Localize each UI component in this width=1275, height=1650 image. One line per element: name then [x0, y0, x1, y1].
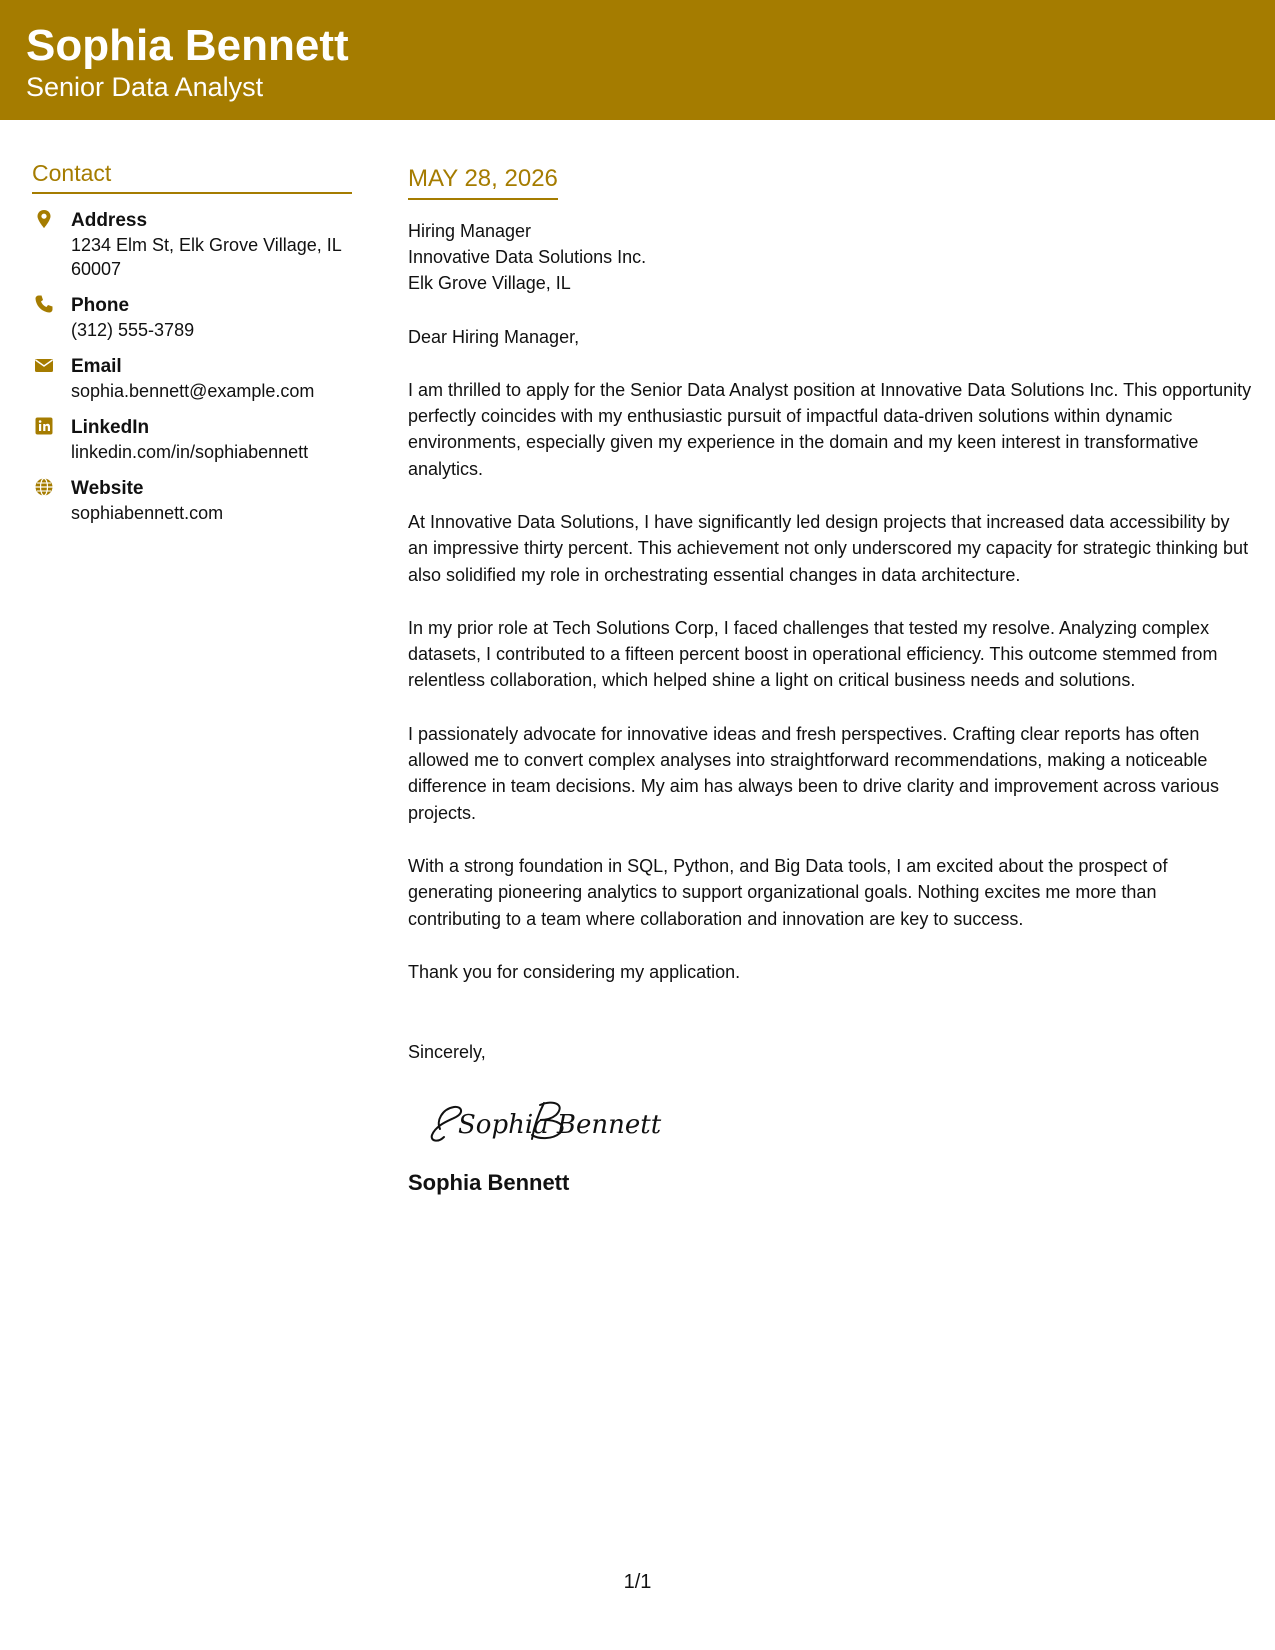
contact-label-linkedin: LinkedIn: [71, 416, 150, 438]
contact-value-website: sophiabennett.com: [71, 502, 224, 523]
contact-value-linkedin: linkedin.com/in/sophiabennett: [71, 441, 309, 462]
contact-value-address: 1234 Elm St, Elk Grove Village, IL 60007: [71, 234, 342, 279]
envelope-icon: [34, 355, 54, 375]
applicant-name: Sophia Bennett: [26, 21, 349, 70]
body-paragraph: With a strong foundation in SQL, Python, and Big Data tools, I am excited about the prospect of generating pioneering analytics to support organizational goals. Nothing excites me more than contributing to a team where collaboration and innovation are key to success.: [408, 855, 1168, 929]
linkedin-icon: [34, 416, 54, 436]
signature-image: [422, 1091, 662, 1147]
contact-label-website: Website: [71, 477, 144, 499]
contact-label-address: Address: [71, 209, 148, 231]
contact-section-title: Contact: [32, 160, 352, 194]
recipient-line: Elk Grove Village, IL: [408, 272, 571, 293]
contact-label-phone: Phone: [71, 294, 130, 316]
contact-item-linkedin: [32, 415, 352, 464]
letter-date: MAY 28, 2026: [408, 165, 558, 200]
contact-sidebar: [32, 160, 352, 537]
contact-item-email: [32, 354, 352, 403]
contact-item-website: [32, 476, 352, 525]
signature-text: Sophia Bennett: [458, 1110, 662, 1141]
contact-item-address: [32, 208, 352, 281]
contact-label-email: Email: [71, 355, 122, 377]
recipient-line: Hiring Manager: [408, 220, 532, 241]
body-paragraph: Thank you for considering my application.: [408, 961, 741, 982]
body-paragraph: In my prior role at Tech Solutions Corp, I faced challenges that tested my resolve. Analyzing complex datasets, I contributed to a fifteen percent boost in operational efficiency. This outcome stemmed from relentless collaboration, which helped shine a light on critical business needs and solutions.: [408, 617, 1218, 691]
header-banner: [0, 0, 1275, 120]
contact-value-phone: (312) 555-3789: [71, 319, 195, 340]
globe-icon: [34, 477, 54, 497]
body-paragraph: I am thrilled to apply for the Senior Data Analyst position at Innovative Data Solutions Inc. This opportunity perfectly coincides with my enthusiastic pursuit of impactful data-driven solutions within dynamic environments, especially given my experience in the domain and my keen interest in transformative analytics.: [408, 379, 1252, 479]
closing-phrase: Sincerely,: [408, 1042, 486, 1063]
contact-value-email: sophia.bennett@example.com: [71, 380, 315, 401]
recipient-block: [408, 218, 1253, 296]
contact-item-phone: [32, 293, 352, 342]
signer-name: Sophia Bennett: [408, 1170, 570, 1196]
map-pin-icon: [34, 209, 54, 229]
body-paragraph: I passionately advocate for innovative ideas and fresh perspectives. Crafting clear reports has often allowed me to convert complex analyses into straightforward recommendations, making a noticeable difference in team decisions. My aim has always been to drive clarity and improvement across various projects.: [408, 723, 1220, 823]
phone-icon: [34, 294, 54, 314]
body-paragraph: At Innovative Data Solutions, I have significantly led design projects that increased data accessibility by an impressive thirty percent. This achievement not only underscored my capacity for strategic thinking but also solidified my role in orchestrating essential changes in data architecture.: [408, 511, 1249, 585]
letter-body: [408, 165, 1253, 1197]
page-number: 1/1: [623, 1571, 652, 1593]
salutation: Dear Hiring Manager,: [408, 326, 580, 347]
applicant-role: Senior Data Analyst: [26, 72, 264, 102]
recipient-line: Innovative Data Solutions Inc.: [408, 246, 647, 267]
